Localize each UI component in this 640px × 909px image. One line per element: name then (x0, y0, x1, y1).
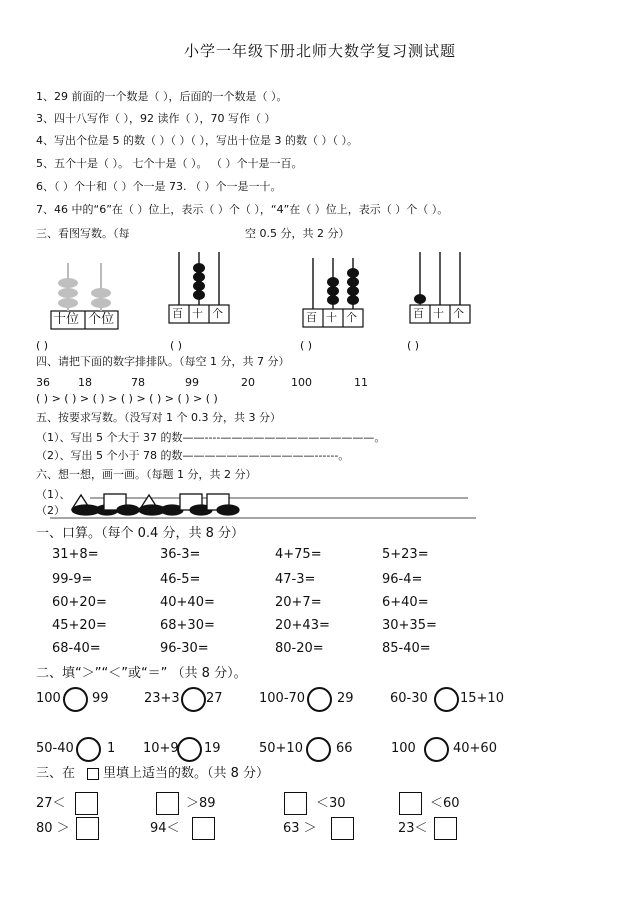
order-number: 18 (78, 376, 92, 389)
compare-left: 50+10 (259, 741, 303, 756)
mental-problem: 80-20= (275, 641, 324, 656)
draw-label-1: （1）、 (36, 488, 71, 501)
compare-left: 50-40 (36, 741, 74, 756)
compare-right: 15+10 (460, 691, 504, 706)
mental-problem: 36-3= (160, 547, 201, 562)
abacus-1-label-ones: 个位 (88, 312, 115, 327)
box-expression: 80 ＞ (36, 821, 70, 836)
number-box-input[interactable] (192, 817, 215, 840)
compare-left: 100 (391, 741, 416, 756)
compare-heading: 二、填“＞”“＜”或“＝” （共 8 分）。 (36, 666, 247, 681)
mental-problem: 40+40= (160, 595, 215, 610)
write-heading: 五、按要求写数。（没写对 1 个 0.3 分，共 3 分） (36, 411, 281, 424)
boxes-heading-a: 三、在 (36, 766, 76, 781)
abacus-4-label-one: 个 (453, 307, 464, 320)
abacus-heading-a: 三、看图写数。（每 (36, 227, 130, 240)
mental-problem: 5+23= (382, 547, 429, 562)
compare-right: 66 (336, 741, 353, 756)
mental-problem: 31+8= (52, 547, 99, 562)
abacus-3-label-ten: 十 (326, 311, 337, 324)
mental-problem: 46-5= (160, 572, 201, 587)
compare-circle-input[interactable] (181, 687, 206, 712)
abacus-2-label-hundreds: 百 (172, 307, 183, 320)
order-number: 99 (185, 376, 199, 389)
mental-problem: 30+35= (382, 618, 437, 633)
compare-circle-input[interactable] (63, 687, 88, 712)
number-box-input[interactable] (156, 792, 179, 815)
abacus-answer-1: ( ) (36, 339, 49, 352)
mental-problem: 45+20= (52, 618, 107, 633)
compare-left: 100-70 (259, 691, 306, 706)
mental-problem: 85-40= (382, 641, 431, 656)
abacus-2-label-ten: 十 (192, 307, 203, 320)
compare-right: 99 (92, 691, 109, 706)
mental-problem: 68-40= (52, 641, 101, 656)
compare-circle-input[interactable] (307, 687, 332, 712)
order-number: 11 (354, 376, 368, 389)
compare-left: 100 (36, 691, 61, 706)
box-expression: 94＜ (150, 821, 180, 836)
question-5: 5、五个十是（ ）。 七个十是（ ）。 （ ）个十是一百。 (36, 157, 303, 170)
draw-label-2: （2） (36, 504, 65, 517)
question-7: 7、46 中的“6”在（ ）位上，表示（ ）个（ ），“4”在（ ）位上，表示（ ）个（ ）。 (36, 203, 449, 216)
compare-right: 27 (206, 691, 223, 706)
compare-left: 10+9 (143, 741, 179, 756)
number-box-input[interactable] (76, 817, 99, 840)
abacus-answer-3: ( ) (300, 339, 313, 352)
compare-circle-input[interactable] (434, 687, 459, 712)
abacus-4-label-hundreds: 百 (413, 307, 424, 320)
draw-heading: 六、想一想，画一画。（每题 1 分，共 2 分） (36, 468, 257, 481)
number-box-input[interactable] (331, 817, 354, 840)
order-blanks: ( ) > ( ) > ( ) > ( ) > ( ) > ( ) > ( ) (36, 392, 218, 405)
compare-circle-input[interactable] (306, 737, 331, 762)
abacus-answer-2: ( ) (170, 339, 183, 352)
mental-problem: 6+40= (382, 595, 429, 610)
box-expression: ＜30 (316, 796, 346, 811)
number-box-input[interactable] (434, 817, 457, 840)
mental-problem: 60+20= (52, 595, 107, 610)
compare-left: 60-30 (390, 691, 428, 706)
mental-problem: 47-3= (275, 572, 316, 587)
abacus-3-label-hundreds: 百 (306, 311, 317, 324)
box-expression: ＞89 (186, 796, 216, 811)
mental-problem: 20+7= (275, 595, 322, 610)
compare-right: 29 (337, 691, 354, 706)
mental-heading: 一、口算。（每个 0.4 分，共 8 分） (36, 526, 244, 541)
order-number: 36 (36, 376, 50, 389)
question-4: 4、写出个位是 5 的数（ ）（ ）（ ），写出十位是 3 的数（ ）（ ）。 (36, 134, 358, 147)
abacus-answer-4: ( ) (407, 339, 420, 352)
number-box-input[interactable] (75, 792, 98, 815)
question-6: 6、（ ）个十和（ ）个一是 73. （ ）个一是一十。 (36, 180, 282, 193)
number-box-input[interactable] (284, 792, 307, 815)
abacus-2-label-one: 个 (212, 307, 223, 320)
question-1: 1、29 前面的一个数是（ ），后面的一个数是（ ）。 (36, 90, 288, 103)
mental-problem: 4+75= (275, 547, 322, 562)
box-expression: 23＜ (398, 821, 428, 836)
compare-circle-input[interactable] (177, 737, 202, 762)
box-expression: ＜60 (430, 796, 460, 811)
mental-problem: 68+30= (160, 618, 215, 633)
mental-problem: 96-30= (160, 641, 209, 656)
abacus-1-label-tens: 十位 (53, 312, 80, 327)
compare-circle-input[interactable] (424, 737, 449, 762)
mental-problem: 96-4= (382, 572, 423, 587)
abacus-4-label-ten: 十 (433, 307, 444, 320)
abacus-3-label-one: 个 (346, 311, 357, 324)
box-symbol-icon (87, 768, 99, 780)
order-number: 100 (291, 376, 312, 389)
write-line-1: （1）、写出 5 个大于 37 的数——----——————————————。 (36, 431, 386, 444)
question-3: 3、四十八写作（ ），92 读作（ ），70 写作（ ） (36, 112, 276, 125)
page-title: 小学一年级下册北师大数学复习测试题 (183, 42, 456, 60)
mental-problem: 20+43= (275, 618, 330, 633)
order-number: 20 (241, 376, 255, 389)
shape-pattern (72, 494, 239, 515)
boxes-heading-b: 里填上适当的数。（共 8 分） (103, 766, 270, 781)
order-heading: 四、请把下面的数字排排队。（每空 1 分，共 7 分） (36, 355, 290, 368)
box-expression: 63 ＞ (283, 821, 317, 836)
order-number: 78 (131, 376, 145, 389)
compare-left: 23+3 (144, 691, 180, 706)
compare-right: 19 (204, 741, 221, 756)
compare-right: 1 (107, 741, 116, 756)
mental-problem: 99-9= (52, 572, 93, 587)
abacus-heading-b: 空 0.5 分，共 2 分） (245, 227, 350, 240)
write-line-2: （2）、写出 5 个小于 78 的数————————————------。 (36, 449, 350, 462)
box-expression: 27＜ (36, 796, 66, 811)
number-box-input[interactable] (399, 792, 422, 815)
compare-circle-input[interactable] (76, 737, 101, 762)
compare-right: 40+60 (453, 741, 497, 756)
